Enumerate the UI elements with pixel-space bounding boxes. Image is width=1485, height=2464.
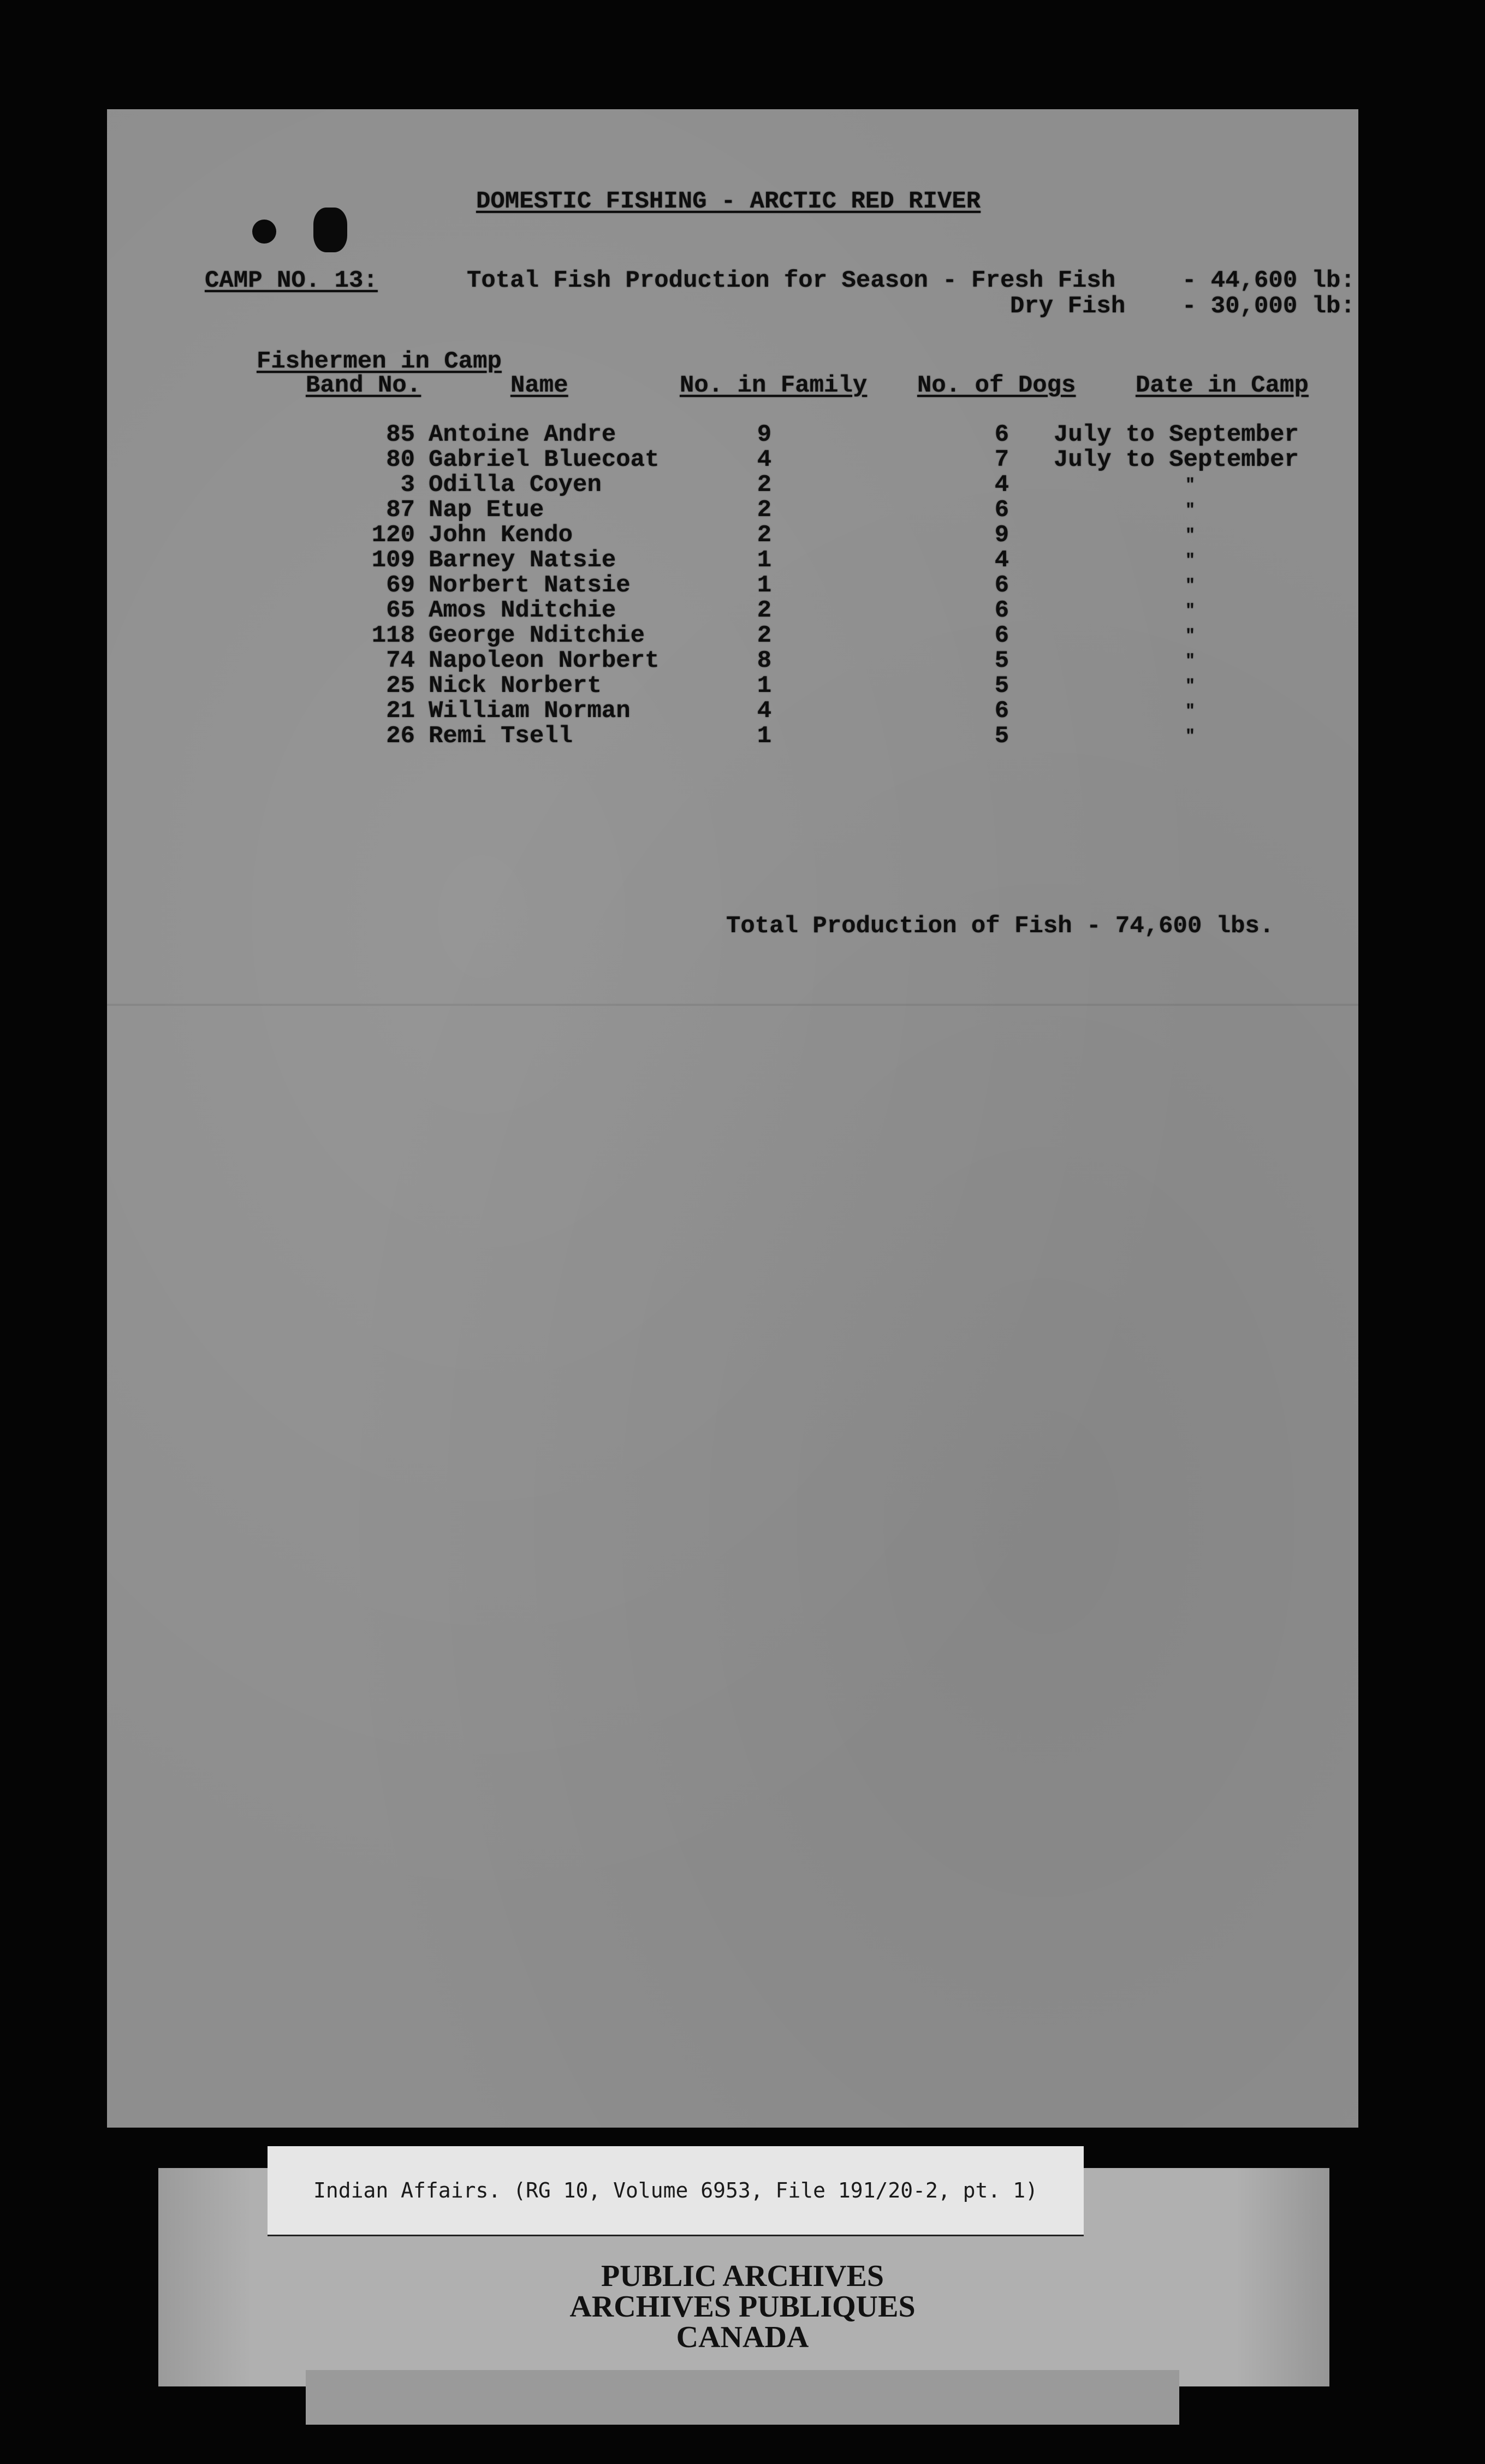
band-number: 25 <box>386 672 415 700</box>
archive-reference-label <box>268 2146 1084 2236</box>
dry-fish-amount: - 30,000 lb: <box>1182 293 1355 320</box>
family-count: 2 <box>757 471 772 499</box>
production-label: Total Fish Production for Season - Fresh Fish <box>467 267 1116 294</box>
fisherman-name: Gabriel Bluecoat <box>429 446 660 473</box>
fisherman-name: George Nditchie <box>429 622 645 649</box>
dog-count: 5 <box>994 672 1009 700</box>
family-count: 2 <box>757 597 772 624</box>
section-heading: Fishermen in Camp <box>257 348 502 375</box>
band-number: 118 <box>371 622 415 649</box>
band-number: 87 <box>386 496 415 524</box>
fisherman-name: Odilla Coyen <box>429 471 602 499</box>
fisherman-name: John Kendo <box>429 522 573 549</box>
band-number: 69 <box>386 572 415 599</box>
document-title: DOMESTIC FISHING - ARCTIC RED RIVER <box>476 188 981 215</box>
fisherman-name: Barney Natsie <box>429 547 616 574</box>
fisherman-name: Napoleon Norbert <box>429 647 660 674</box>
fisherman-name: Antoine Andre <box>429 421 616 448</box>
archive-stamp-line-3: CANADA <box>676 2320 809 2354</box>
family-count: 2 <box>757 522 772 549</box>
fisherman-name: Nick Norbert <box>429 672 602 700</box>
column-header-band-no: Band No. <box>306 372 421 399</box>
date-in-camp: " <box>1185 476 1195 495</box>
family-count: 9 <box>757 421 772 448</box>
date-in-camp: " <box>1185 602 1195 620</box>
date-in-camp: July to September <box>1054 421 1299 448</box>
date-in-camp: " <box>1185 552 1195 570</box>
dog-count: 5 <box>994 647 1009 674</box>
camp-number: CAMP NO. 13: <box>205 267 378 294</box>
dog-count: 6 <box>994 622 1009 649</box>
dog-count: 9 <box>994 522 1009 549</box>
date-in-camp: " <box>1185 702 1195 721</box>
band-number: 21 <box>386 697 415 725</box>
family-count: 1 <box>757 572 772 599</box>
band-number: 26 <box>386 722 415 750</box>
date-in-camp: " <box>1185 526 1195 545</box>
archive-stamp-line-1: PUBLIC ARCHIVES <box>601 2259 884 2293</box>
archive-reference-text: Indian Affairs. (RG 10, Volume 6953, File 191/20-2, pt. 1) <box>313 2178 1038 2202</box>
archive-strip <box>306 2370 1179 2425</box>
dry-fish-label: Dry Fish <box>1010 293 1126 320</box>
dog-count: 6 <box>994 572 1009 599</box>
band-number: 109 <box>371 547 415 574</box>
band-number: 120 <box>371 522 415 549</box>
fisherman-name: Remi Tsell <box>429 722 573 750</box>
band-number: 65 <box>386 597 415 624</box>
punch-hole-mark <box>252 220 276 244</box>
fisherman-name: William Norman <box>429 697 631 725</box>
column-header-name: Name <box>510 372 568 399</box>
column-header-family: No. in Family <box>680 372 868 399</box>
band-number: 74 <box>386 647 415 674</box>
date-in-camp: " <box>1185 727 1195 746</box>
band-number: 85 <box>386 421 415 448</box>
dog-count: 6 <box>994 597 1009 624</box>
family-count: 1 <box>757 672 772 700</box>
date-in-camp: " <box>1185 627 1195 645</box>
fisherman-name: Nap Etue <box>429 496 544 524</box>
archive-stamp-line-2: ARCHIVES PUBLIQUES <box>569 2290 916 2324</box>
column-header-dogs: No. of Dogs <box>917 372 1076 399</box>
fisherman-name: Amos Nditchie <box>429 597 616 624</box>
dog-count: 4 <box>994 471 1009 499</box>
family-count: 8 <box>757 647 772 674</box>
page-fold-line <box>107 1004 1358 1006</box>
dog-count: 6 <box>994 421 1009 448</box>
dog-count: 6 <box>994 697 1009 725</box>
date-in-camp: " <box>1185 501 1195 520</box>
dog-count: 7 <box>994 446 1009 473</box>
band-number: 80 <box>386 446 415 473</box>
fisherman-name: Norbert Natsie <box>429 572 631 599</box>
document-page <box>107 109 1358 2128</box>
band-number: 3 <box>400 471 415 499</box>
dog-count: 6 <box>994 496 1009 524</box>
family-count: 2 <box>757 622 772 649</box>
family-count: 2 <box>757 496 772 524</box>
family-count: 1 <box>757 722 772 750</box>
date-in-camp: " <box>1185 577 1195 595</box>
family-count: 1 <box>757 547 772 574</box>
total-production: Total Production of Fish - 74,600 lbs. <box>726 913 1274 940</box>
dog-count: 5 <box>994 722 1009 750</box>
family-count: 4 <box>757 697 772 725</box>
date-in-camp: July to September <box>1054 446 1299 473</box>
date-in-camp: " <box>1185 652 1195 671</box>
family-count: 4 <box>757 446 772 473</box>
date-in-camp: " <box>1185 677 1195 696</box>
punch-hole-mark <box>313 208 347 252</box>
dog-count: 4 <box>994 547 1009 574</box>
fresh-fish-amount: - 44,600 lb: <box>1182 267 1355 294</box>
column-header-date: Date in Camp <box>1136 372 1309 399</box>
